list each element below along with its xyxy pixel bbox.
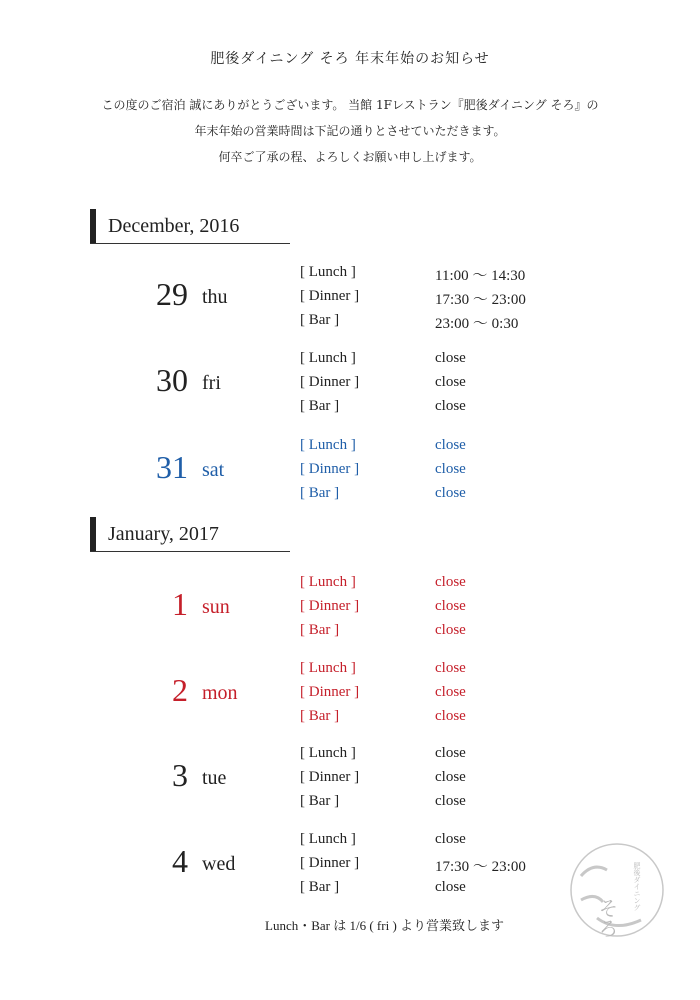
slot-name: [ Lunch ] — [300, 745, 356, 761]
heading-marker — [90, 209, 96, 243]
day-number: 30 — [156, 362, 188, 398]
slot-time: close — [435, 598, 466, 614]
slot-name: [ Bar ] — [300, 879, 340, 895]
day-number: 3 — [172, 757, 188, 793]
slot-time: close — [435, 708, 466, 724]
footer-note: Lunch・Bar は 1/6 ( fri ) より営業致します — [265, 918, 505, 933]
seal-small-text: 肥後ダイニング — [633, 862, 641, 911]
slot-name: [ Bar ] — [300, 622, 340, 638]
slot-name: [ Dinner ] — [300, 769, 360, 785]
day-block — [0, 654, 700, 734]
slot-name: [ Bar ] — [300, 312, 340, 328]
day-number: 4 — [172, 843, 188, 879]
day-weekday: mon — [202, 682, 238, 704]
intro-line-1: この度のご宿泊 誠にありがとうございます。 当館 1Fレストラン『肥後ダイニング そろ』の — [101, 98, 599, 112]
slot-time: 17:30 ～ 23:00 — [435, 859, 526, 875]
day-weekday: fri — [202, 372, 221, 394]
slot-name: [ Dinner ] — [300, 855, 360, 871]
day-block — [0, 258, 700, 338]
day-weekday: sun — [202, 596, 230, 618]
day-weekday: tue — [202, 767, 227, 789]
day-number: 29 — [156, 276, 188, 312]
slot-name: [ Bar ] — [300, 485, 340, 501]
slot-time: close — [435, 660, 466, 676]
intro-line-3: 何卒ご了承の程、よろしくお願い申し上げます。 — [218, 150, 482, 164]
month-heading-january — [90, 517, 290, 552]
slot-time: close — [435, 374, 466, 390]
seal-big-text: そろ — [595, 898, 619, 938]
slot-time: close — [435, 831, 466, 847]
month-heading-december — [90, 209, 290, 244]
slot-time: close — [435, 769, 466, 785]
intro-line-2: 年末年始の営業時間は下記の通りとさせていただきます。 — [194, 124, 506, 138]
slot-name: [ Dinner ] — [300, 598, 360, 614]
slot-time: close — [435, 398, 466, 414]
heading-marker — [90, 517, 96, 551]
slot-name: [ Dinner ] — [300, 461, 360, 477]
slot-name: [ Dinner ] — [300, 374, 360, 390]
day-number: 31 — [156, 449, 188, 485]
slot-time: close — [435, 745, 466, 761]
day-block — [0, 739, 700, 819]
slot-time: close — [435, 461, 466, 477]
slot-time: 17:30 ～ 23:00 — [435, 292, 526, 308]
day-block — [0, 344, 700, 424]
slot-name: [ Lunch ] — [300, 574, 356, 590]
slot-time: close — [435, 684, 466, 700]
slot-name: [ Lunch ] — [300, 350, 356, 366]
day-number: 2 — [172, 672, 188, 708]
slot-name: [ Lunch ] — [300, 437, 356, 453]
slot-name: [ Lunch ] — [300, 831, 356, 847]
page-title: 肥後ダイニング そろ 年末年始のお知らせ — [210, 51, 490, 67]
slot-name: [ Bar ] — [300, 793, 340, 809]
slot-name: [ Dinner ] — [300, 288, 360, 304]
slot-time: close — [435, 485, 466, 501]
slot-name: [ Dinner ] — [300, 684, 360, 700]
slot-time: close — [435, 350, 466, 366]
slot-name: [ Bar ] — [300, 398, 340, 414]
day-block — [0, 431, 700, 511]
day-weekday: wed — [202, 853, 236, 875]
month-label: January, 2017 — [108, 523, 219, 545]
slot-name: [ Lunch ] — [300, 660, 356, 676]
day-block — [0, 568, 700, 648]
slot-time: close — [435, 622, 466, 638]
restaurant-logo-seal — [567, 840, 667, 940]
day-weekday: thu — [202, 286, 228, 308]
slot-name: [ Lunch ] — [300, 264, 356, 280]
slot-time: 23:00 ～ 0:30 — [435, 316, 519, 332]
slot-time: close — [435, 793, 466, 809]
slot-time: close — [435, 574, 466, 590]
slot-time: close — [435, 437, 466, 453]
slot-name: [ Bar ] — [300, 708, 340, 724]
slot-time: close — [435, 879, 466, 895]
month-label: December, 2016 — [108, 215, 240, 237]
day-weekday: sat — [202, 459, 225, 481]
slot-time: 11:00 ～ 14:30 — [435, 268, 526, 284]
day-number: 1 — [172, 586, 188, 622]
